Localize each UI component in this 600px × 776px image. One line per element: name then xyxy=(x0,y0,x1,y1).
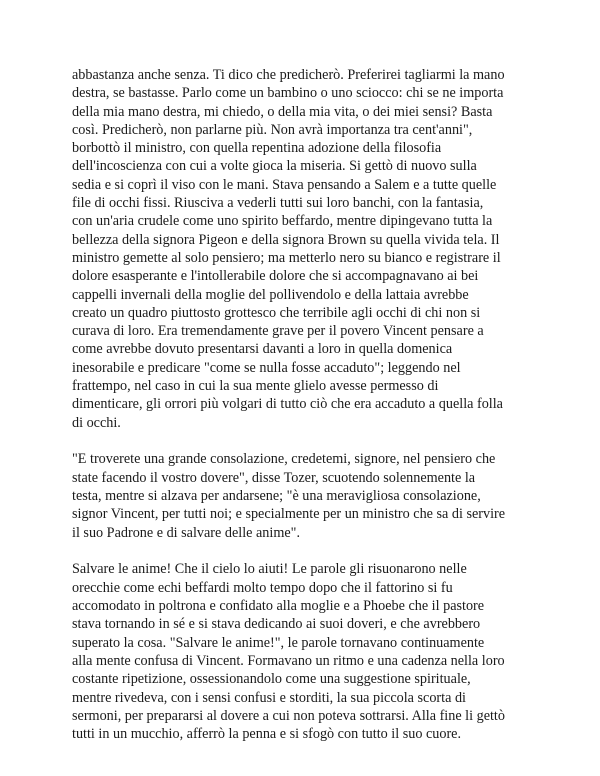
text-line: come avrebbe dovuto presentarsi davanti a loro in quella domenica xyxy=(72,341,453,358)
text-line: bellezza della signora Pigeon e della signora Brown su quella vivida tela. Il xyxy=(72,231,500,248)
text-line: dolore esasperante e l'intollerabile dolore che si accompagnavano ai bei xyxy=(72,268,479,285)
text-line: file di occhi fissi. Riusciva a vederli tutti sui loro banchi, con la fantasia, xyxy=(72,195,484,212)
text-line: state facendo il vostro dovere", disse Tozer, scuotendo solennemente la xyxy=(72,469,476,486)
text-line: curava di loro. Era tremendamente grave per il povero Vincent pensare a xyxy=(72,323,484,340)
document-page xyxy=(72,66,524,743)
text-line: il suo Padrone e di salvare delle anime". xyxy=(72,524,300,541)
paragraph-3 xyxy=(72,560,524,743)
text-line: borbottò il ministro, con quella repentina adozione della filosofia xyxy=(72,140,442,157)
text-line: costante ripetizione, ossessionandolo come una suggestione spirituale, xyxy=(72,671,471,688)
text-line: sermoni, per prepararsi al dovere a cui non poteva sottrarsi. Alla fine li gettò xyxy=(72,707,505,724)
text-line: signor Vincent, per tutti noi; e specialmente per un ministro che sa di servire xyxy=(72,506,506,523)
text-line: superato la cosa. "Salvare le anime!", le parole tornavano continuamente xyxy=(72,634,485,651)
text-line: tutti in un mucchio, afferrò la penna e si sfogò con tutto il suo cuore. xyxy=(72,726,462,743)
paragraph-2 xyxy=(72,450,524,541)
text-line: destra, se bastasse. Parlo come un bambino o uno sciocco: chi se ne importa xyxy=(72,85,504,102)
text-line: creato un quadro piuttosto grottesco che terribile agli occhi di chi non si xyxy=(72,304,481,321)
paragraph-1 xyxy=(72,66,524,432)
text-line: dell'incoscienza con cui a volte gioca la miseria. Si gettò di nuovo sulla xyxy=(72,158,477,175)
text-line: ministro gemette al solo pensiero; ma metterlo nero su bianco e registrare il xyxy=(72,249,501,266)
text-line: della mia mano destra, mi chiedo, o della mia vita, o dei miei sensi? Basta xyxy=(72,103,493,120)
text-line: Salvare le anime! Che il cielo lo aiuti! Le parole gli risuonarono nelle xyxy=(72,561,467,578)
text-line: "E troverete una grande consolazione, credetemi, signore, nel pensiero che xyxy=(72,451,496,468)
text-line: inesorabile e predicare "come se nulla fosse accaduto"; leggendo nel xyxy=(72,359,461,376)
text-line: sedia e si coprì il viso con le mani. Stava pensando a Salem e a tutte quelle xyxy=(72,176,497,193)
text-line: dimenticare, gli orrori più volgari di tutto ciò che era accaduto a quella folla xyxy=(72,396,503,413)
text-line: di occhi. xyxy=(72,414,121,431)
text-line: frattempo, nel caso in cui la sua mente glielo avesse permesso di xyxy=(72,378,439,395)
text-line: testa, mentre si alzava per andarsene; "è una meravigliosa consolazione, xyxy=(72,488,481,505)
text-line: così. Predicherò, non parlarne più. Non avrà importanza tra cent'anni", xyxy=(72,121,473,138)
text-line: con un'aria crudele come uno spirito beffardo, mentre dipingevano tutta la xyxy=(72,213,493,230)
text-line: abbastanza anche senza. Ti dico che predicherò. Preferirei tagliarmi la mano xyxy=(72,67,505,83)
text-line: orecchie come echi beffardi molto tempo dopo che il fattorino si fu xyxy=(72,579,453,596)
text-line: mentre rivedeva, con i sensi confusi e storditi, la sua piccola scorta di xyxy=(72,689,466,706)
text-line: alla mente confusa di Vincent. Formavano un ritmo e una cadenza nella loro xyxy=(72,652,505,669)
text-line: cappelli invernali della moglie del pollivendolo e della lattaia avrebbe xyxy=(72,286,469,303)
text-line: stava tornando in sé e si stava dedicando ai suoi doveri, e che avrebbero xyxy=(72,616,481,633)
text-line: accomodato in poltrona e confidato alla moglie e a Phoebe che il pastore xyxy=(72,598,485,615)
